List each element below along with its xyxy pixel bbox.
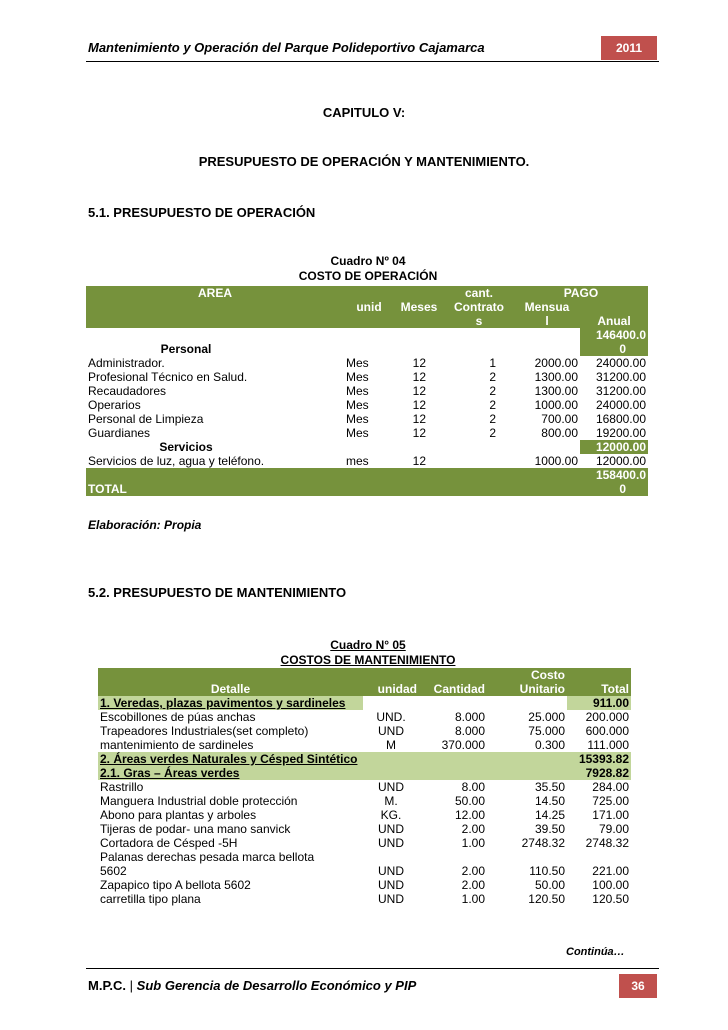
table2-header-row-1	[98, 668, 631, 682]
col-header-cantidad: Cantidad	[433, 682, 485, 696]
personal-label: Personal	[160, 342, 212, 356]
table2-row: Zapapico tipo A bellota 5602 UND 2.00 50.00 100.00	[100, 878, 629, 892]
table2-header-row-2	[98, 682, 631, 696]
group-row-areas-verdes: 2. Áreas verdes Naturales y Césped Sintético 15393.82	[100, 752, 629, 766]
col-header-area: AREA	[197, 286, 232, 300]
table1-row: Guardianes Mes 12 2 800.00 19200.00	[88, 426, 646, 440]
header-divider	[86, 61, 659, 62]
col-header-detalle: Detalle	[210, 682, 251, 696]
table1-header-row-3	[86, 314, 648, 328]
col-header-mensual-cont: l	[545, 314, 549, 328]
col-header-unid: unid	[356, 300, 382, 314]
col-header-anual: Anual	[597, 314, 631, 328]
footer-department: Sub Gerencia de Desarrollo Económico y PIP	[136, 978, 417, 993]
table1-caption-number: Cuadro Nº 04	[330, 254, 406, 268]
table1-personal-row	[86, 328, 648, 356]
table1-servicios-row	[86, 440, 648, 454]
table1-row: Administrador. Mes 12 1 2000.00 24000.00	[88, 356, 646, 370]
section-title-operacion: 5.1. PRESUPUESTO DE OPERACIÓN	[88, 205, 316, 220]
col-header-costo: Costo	[531, 668, 565, 682]
servicios-label: Servicios	[159, 440, 213, 454]
header-title: Mantenimiento y Operación del Parque Polideportivo Cajamarca	[88, 40, 485, 55]
table1-total-row	[86, 468, 648, 496]
table1-header-row-2	[86, 300, 648, 314]
col-header-contrato: Contrato	[454, 300, 504, 314]
table2-row-palanas: Palanas derechas pesada marca bellota 5602 UND 2.00 110.50 221.00	[100, 850, 629, 878]
col-header-cant: cant.	[464, 286, 493, 300]
table2-row: Tijeras de podar- una mano sanvick UND 2.00 39.50 79.00	[100, 822, 629, 836]
table2-row: Manguera Industrial doble protección M. 50.00 14.50 725.00	[100, 794, 629, 808]
table1-caption	[88, 254, 648, 284]
footer-divider	[86, 968, 659, 969]
footer-separator: |	[126, 978, 137, 993]
table2-row: mantenimiento de sardineles M 370.000 0.300 111.000	[100, 738, 629, 752]
table2-row: Abono para plantas y arboles KG. 12.00 14.25 171.00	[100, 808, 629, 822]
table2-row: Cortadora de Césped -5H UND 1.00 2748.32 2748.32	[100, 836, 629, 850]
col-header-contrato-cont: s	[475, 314, 483, 328]
group-row-veredas: 1. Veredas, plazas pavimentos y sardineles 911.00	[100, 696, 629, 710]
table1-caption-title: COSTO DE OPERACIÓN	[298, 269, 438, 283]
servicios-total: 12000.00	[580, 440, 648, 454]
table2-caption-title: COSTOS DE MANTENIMIENTO	[280, 653, 456, 667]
chapter-title: CAPITULO V:	[322, 105, 406, 120]
table1-row: Servicios de luz, agua y teléfono. mes 12 1000.00 12000.00	[88, 454, 646, 468]
section-title-mantenimiento: 5.2. PRESUPUESTO DE MANTENIMIENTO	[88, 585, 347, 600]
header-year-badge: 2011	[601, 36, 657, 60]
col-header-pago: PAGO	[563, 286, 599, 300]
operation-cost-table	[86, 286, 648, 496]
continues-note: Continúa…	[566, 946, 625, 958]
table1-row: Profesional Técnico en Salud. Mes 12 2 1300.00 31200.00	[88, 370, 646, 384]
table1-source: Elaboración: Propia	[88, 518, 202, 532]
footer-text	[88, 978, 416, 993]
col-header-total: Total	[601, 682, 629, 696]
total-label: TOTAL	[88, 482, 127, 496]
table1-row: Recaudadores Mes 12 2 1300.00 31200.00	[88, 384, 646, 398]
col-header-mensual: Mensua	[524, 300, 570, 314]
personal-total: 146400.0 0	[580, 328, 648, 356]
table1-row: Personal de Limpieza Mes 12 2 700.00 16800.00	[88, 412, 646, 426]
table2-caption	[88, 638, 648, 668]
page-number: 36	[619, 974, 657, 998]
grand-total: 158400.0 0	[595, 468, 646, 496]
col-header-meses: Meses	[400, 300, 438, 314]
group-row-gras: 2.1. Gras – Áreas verdes 7928.82	[100, 766, 629, 780]
table2-caption-number: Cuadro N° 05	[330, 638, 406, 652]
table2-row: carretilla tipo plana UND 1.00 120.50 120.50	[100, 892, 629, 906]
table1-header-row-1	[86, 286, 648, 300]
table2-row: Escobillones de púas anchas UND. 8.000 25.000 200.000	[100, 710, 629, 724]
footer-label: M.P.C.	[88, 978, 127, 993]
maintenance-cost-table	[98, 668, 631, 906]
col-header-costo-unitario: Unitario	[519, 682, 565, 696]
chapter-subtitle: PRESUPUESTO DE OPERACIÓN Y MANTENIMIENTO.	[198, 154, 530, 169]
col-header-unidad: unidad	[377, 682, 417, 696]
table2-row: Trapeadores Industriales(set completo) UND 8.000 75.000 600.000	[100, 724, 629, 738]
table2-row: Rastrillo UND 8.00 35.50 284.00	[100, 780, 629, 794]
table1-row: Operarios Mes 12 2 1000.00 24000.00	[88, 398, 646, 412]
